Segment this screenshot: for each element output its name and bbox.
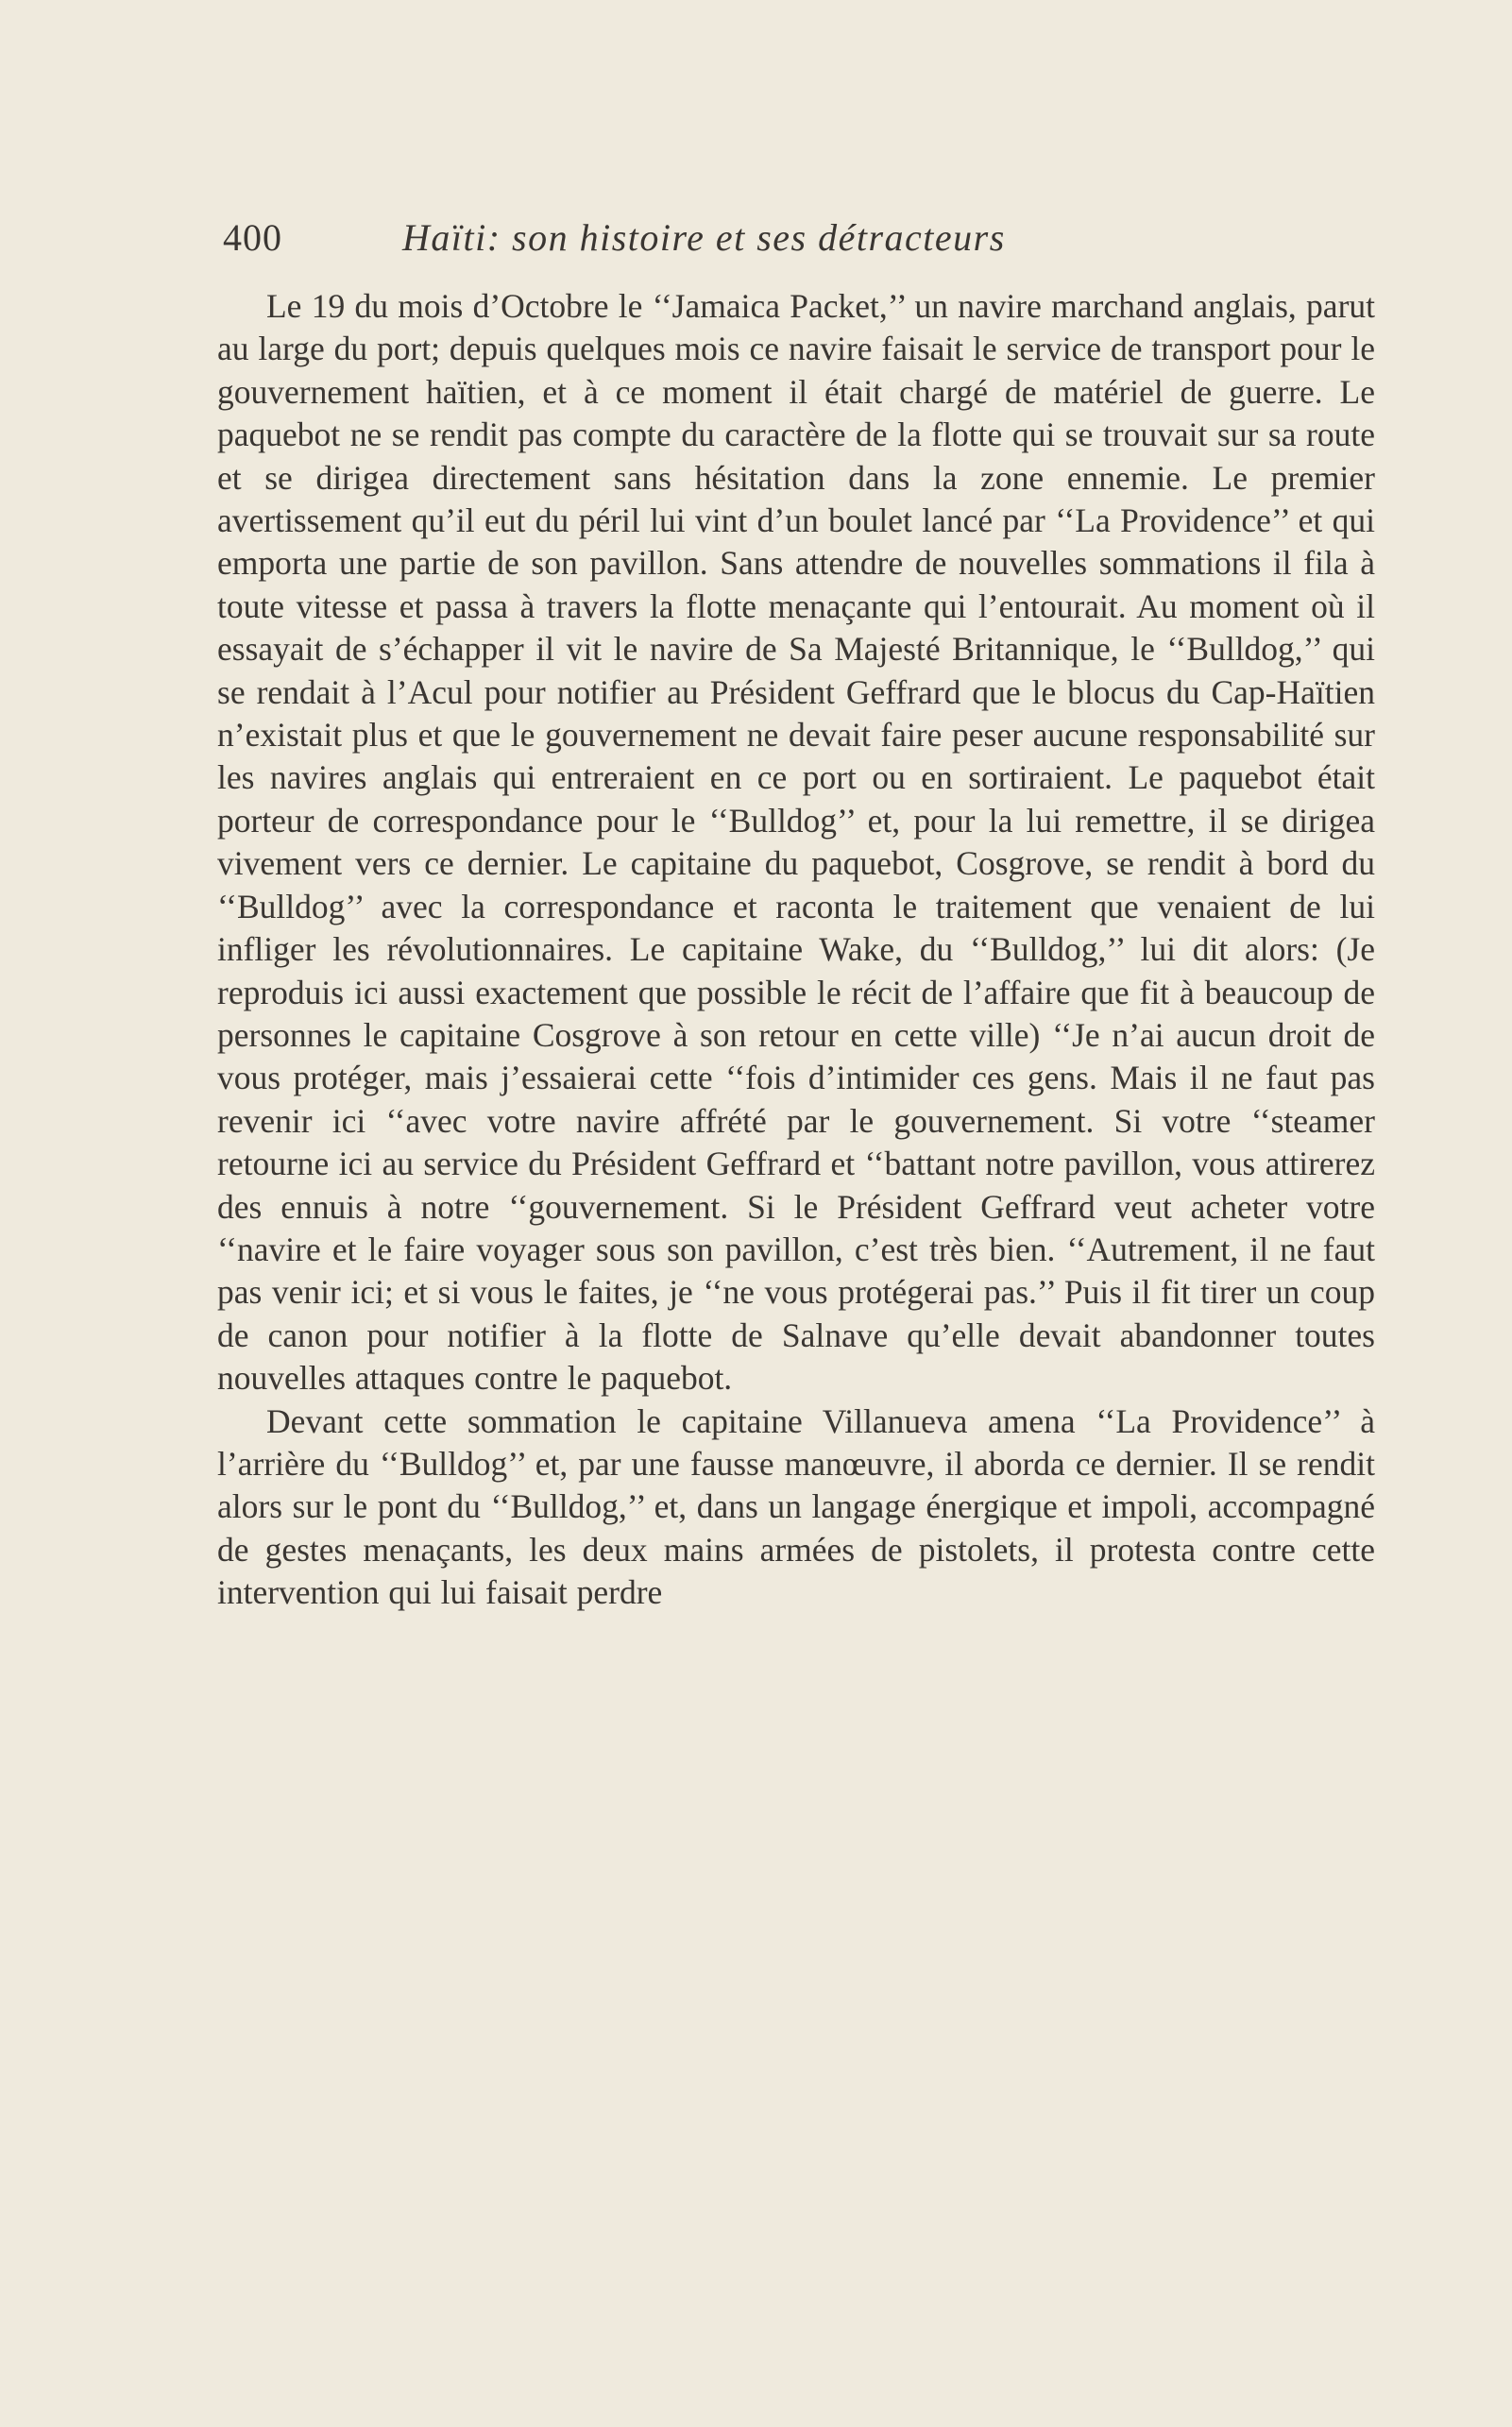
running-head xyxy=(223,210,1205,266)
paragraph-2: Devant cette sommation le capitaine Villanueva amena ‘‘La Providence’’ à l’arrière du ‘‘Bulldog’’ et, par une fausse manœuvre, il aborda ce dernier. Il se rendit alors sur le pont du ‘‘Bulldog,’’ et, dans un langage énergique et impoli, accompagné de gestes menaçants, les deux mains armées de pistolets, il protesta contre cette intervention qui lui faisait perdre xyxy=(217,1401,1375,1612)
body-text xyxy=(217,285,1375,1615)
book-title: Haïti: son histoire et ses détracteurs xyxy=(402,216,1006,259)
paragraph-1: Le 19 du mois d’Octobre le ‘‘Jamaica Packet,’’ un navire marchand anglais, parut au large du port; depuis quelques mois ce navire faisait le service de transport pour le gouvernement haïtien, et à ce moment il était chargé de matériel de guerre. Le paquebot ne se rendit pas compte du caractère de la flotte qui se trouvait sur sa route et se dirigea directement sans hésitation dans la zone ennemie. Le premier avertissement qu’il eut du péril lui vint d’un boulet lancé par ‘‘La Providence’’ et qui emporta une partie de son pavillon. Sans attendre de nouvelles sommations il fila à toute vitesse et passa à travers la flotte menaçante qui l’entourait. Au moment où il essayait de s’échapper il vit le navire de Sa Majesté Britannique, le ‘‘Bulldog,’’ qui se rendait à l’Acul pour notifier au Président Geffrard que le blocus du Cap-Haïtien n’existait plus et que le gouvernement ne devait faire peser aucune responsabilité sur les navires anglais qui entreraient en ce port ou en sortiraient. Le paquebot était porteur de correspondance pour le ‘‘Bulldog’’ et, pour la lui remettre, il se dirigea vivement vers ce dernier. Le capitaine du paquebot, Cosgrove, se rendit à bord du ‘‘Bulldog’’ avec la correspondance et raconta le traitement que venaient de lui infliger les révolutionnaires. Le capitaine Wake, du ‘‘Bulldog,’’ lui dit alors: (Je reproduis ici aussi exactement que possible le récit de l’affaire que fit à beaucoup de personnes le capitaine Cosgrove à son retour en cette ville) ‘‘Je n’ai aucun droit de vous protéger, mais j’essaierai cette ‘‘fois d’intimider ces gens. Mais il ne faut pas revenir ici ‘‘avec votre navire affrété par le gouvernement. Si votre ‘‘steamer retourne ici au service du Président Geffrard et ‘‘battant notre pavillon, vous attirerez des ennuis à notre ‘‘gouvernement. Si le Président Geffrard veut acheter votre ‘‘navire et le faire voyager sous son pavillon, c’est très bien. ‘‘Autrement, il ne faut pas venir ici; et si vous le faites, je ‘‘ne vous protégerai pas.’’ Puis il fit tirer un coup de canon pour notifier à la flotte de Salnave qu’elle devait abandonner toutes nouvelles attaques contre le paquebot. xyxy=(217,287,1375,1398)
page-number: 400 xyxy=(223,216,282,259)
